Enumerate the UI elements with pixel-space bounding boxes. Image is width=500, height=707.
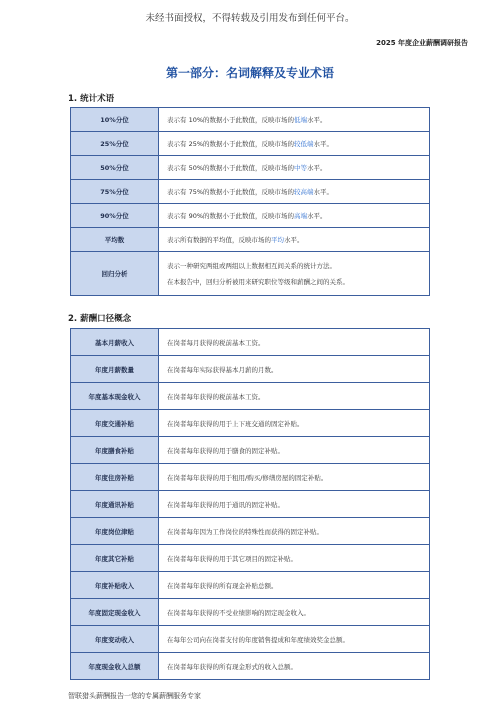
pay-term: 年度月薪数量 [71, 356, 159, 383]
pay-desc: 在岗者每年获得的用于其它项目的固定补贴。 [159, 545, 430, 572]
stats-desc [159, 108, 430, 132]
pay-desc: 在岗者每年因为工作岗位的特殊性而获得的固定补贴。 [159, 518, 430, 545]
pay-term: 年度岗位津贴 [71, 518, 159, 545]
stats-desc [159, 228, 430, 252]
pay-term: 年度住房补贴 [71, 464, 159, 491]
desc-line: 在本报告中，回归分析被用来研究职位等级和薪酬之间的关系。 [167, 277, 349, 286]
stats-row [71, 156, 430, 180]
desc-text: 表示有 25%的数据小于此数值，反映市场的 [167, 140, 295, 148]
stats-term: 75%分位 [71, 180, 159, 204]
stats-table [70, 107, 430, 296]
stats-heading: 1. 统计术语 [68, 94, 115, 104]
desc-text: 表示有 75%的数据小于此数值，反映市场的 [167, 188, 295, 196]
pay-desc: 在岗者每年获得的不受业绩影响的固定现金收入。 [159, 599, 430, 626]
desc-highlight: 中等 [294, 164, 308, 172]
section-title: 第一部分：名词解释及专业术语 [165, 66, 334, 80]
pay-term: 年度交通补贴 [71, 410, 159, 437]
stats-term: 90%分位 [71, 204, 159, 228]
desc-text: 水平。 [307, 116, 327, 124]
stats-row [71, 132, 430, 156]
desc-highlight: 低端 [294, 116, 308, 124]
desc-highlight: 较高端 [294, 188, 314, 196]
pay-term: 年度通讯补贴 [71, 491, 159, 518]
pay-desc: 在岗者每年获得的税前基本工资。 [159, 383, 430, 410]
desc-text: 水平。 [313, 188, 334, 196]
pay-term: 年度膳食补贴 [71, 437, 159, 464]
confidentiality-notice: 未经书面授权，不得转载及引用发布到任何平台。 [145, 13, 355, 24]
desc-text: 表示有 90%的数据小于此数值，反映市场的 [167, 212, 295, 220]
report-title: 2025 年度企业薪酬调研报告 [376, 39, 468, 47]
desc-highlight: 较低端 [294, 140, 314, 148]
pay-desc: 在岗者每年获得的用于膳食的固定补贴。 [159, 437, 430, 464]
desc-text: 水平。 [284, 236, 304, 244]
pay-row [71, 437, 430, 464]
desc-highlight: 高端 [294, 212, 308, 220]
stats-term: 10%分位 [71, 108, 159, 132]
pay-term: 年度补贴收入 [71, 572, 159, 599]
pay-desc: 在岗者每年获得的用于通讯的固定补贴。 [159, 491, 430, 518]
pay-row [71, 626, 430, 653]
footer-text: 智联猎头薪酬报告一您的专属薪酬服务专家 [68, 692, 201, 700]
pay-desc: 在岗者每年获得的所有现金补贴总额。 [159, 572, 430, 599]
pay-term: 基本月薪收入 [71, 329, 159, 356]
stats-desc [159, 180, 430, 204]
pay-row [71, 464, 430, 491]
desc-text: 水平。 [307, 212, 327, 220]
stats-desc [159, 252, 430, 296]
pay-term: 年度固定现金收入 [71, 599, 159, 626]
pay-desc: 在岗者每年获得的用于上下班交通的固定补贴。 [159, 410, 430, 437]
stats-row [71, 204, 430, 228]
stats-row [71, 228, 430, 252]
pay-desc: 在岗者每年实际获得基本月薪的月数。 [159, 356, 430, 383]
pay-desc: 在岗者每月获得的税前基本工资。 [159, 329, 430, 356]
pay-term: 年度其它补贴 [71, 545, 159, 572]
pay-desc: 在每年公司向在岗者支付的年度销售提成和年度绩效奖金总额。 [159, 626, 430, 653]
pay-term: 年度变动收入 [71, 626, 159, 653]
pay-table [70, 328, 430, 680]
desc-text: 水平。 [313, 140, 334, 148]
pay-row [71, 491, 430, 518]
pay-row [71, 329, 430, 356]
pay-row [71, 599, 430, 626]
pay-term: 年度基本现金收入 [71, 383, 159, 410]
stats-row [71, 108, 430, 132]
pay-row [71, 653, 430, 680]
pay-row [71, 410, 430, 437]
stats-desc [159, 204, 430, 228]
stats-term: 回归分析 [71, 252, 159, 296]
pay-row [71, 545, 430, 572]
stats-desc [159, 132, 430, 156]
desc-text: 表示所有数据的平均值，反映市场的 [167, 236, 271, 244]
stats-row [71, 180, 430, 204]
pay-row [71, 356, 430, 383]
pay-desc: 在岗者每年获得的用于租用/购买/修缮房屋的固定补贴。 [159, 464, 430, 491]
stats-desc [159, 156, 430, 180]
desc-line: 表示一种研究两组或两组以上数据相互间关系的统计方法。 [167, 261, 336, 270]
pay-term: 年度现金收入总额 [71, 653, 159, 680]
desc-text: 水平。 [307, 164, 327, 172]
desc-text: 表示有 10%的数据小于此数值，反映市场的 [167, 116, 295, 124]
pay-heading: 2. 薪酬口径概念 [68, 314, 132, 324]
stats-term: 50%分位 [71, 156, 159, 180]
stats-term: 25%分位 [71, 132, 159, 156]
stats-row-regression [71, 252, 430, 296]
pay-row [71, 518, 430, 545]
desc-highlight: 平均 [271, 236, 284, 244]
pay-desc: 在岗者每年获得的所有现金形式的收入总额。 [159, 653, 430, 680]
pay-row [71, 572, 430, 599]
stats-term: 平均数 [71, 228, 159, 252]
pay-row [71, 383, 430, 410]
desc-text: 表示有 50%的数据小于此数值，反映市场的 [167, 164, 295, 172]
